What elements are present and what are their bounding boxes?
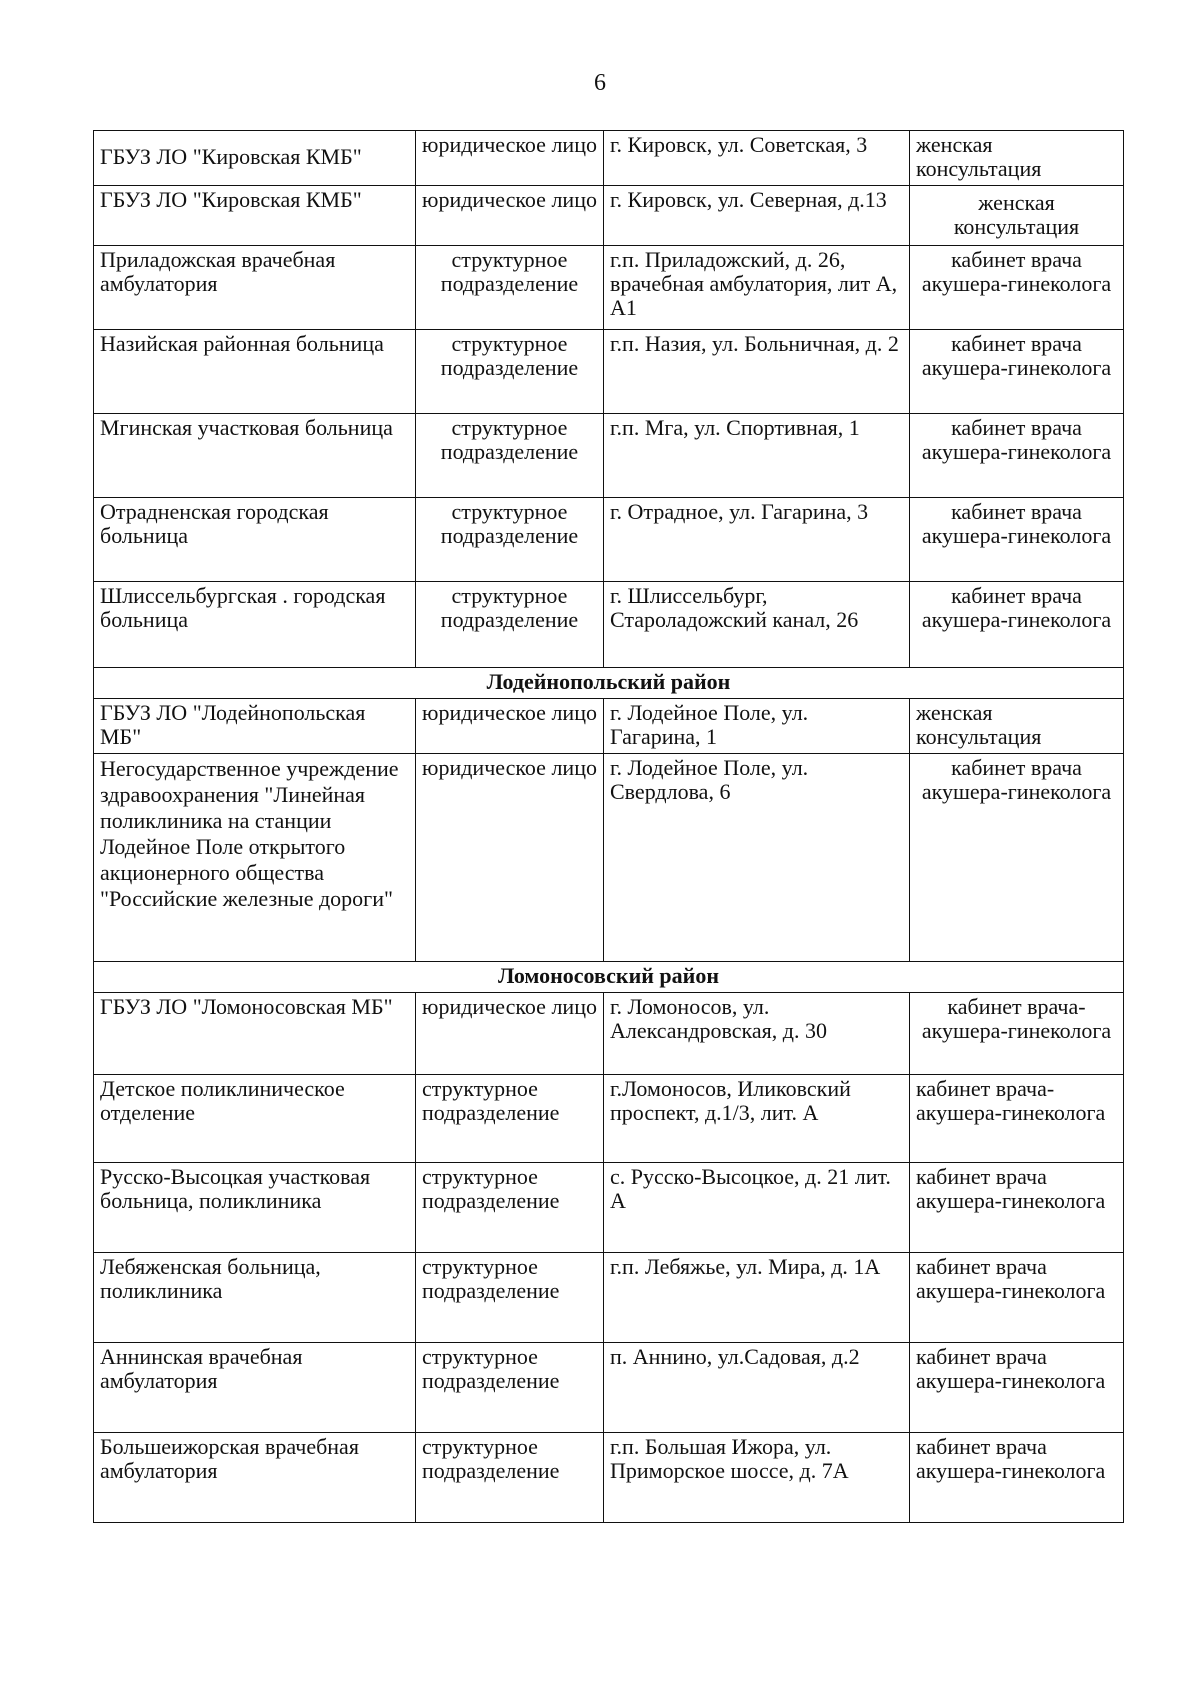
district-heading: Лодейнопольский район <box>94 668 1124 699</box>
facility-name: Мгинская участковая больница <box>94 414 416 498</box>
facility-address: г. Шлиссельбург, Староладожский канал, 26 <box>604 582 910 668</box>
legal-status: юридическое лицо <box>416 131 604 186</box>
service-type: кабинет врача акушера-гинеколога <box>910 1253 1124 1343</box>
service-type: женская консультация <box>910 186 1124 246</box>
facility-name: Отрадненская городская больница <box>94 498 416 582</box>
section-heading-row <box>94 962 1124 993</box>
service-type: кабинет врача акушера-гинеколога <box>910 330 1124 414</box>
table-row <box>94 1163 1124 1253</box>
legal-status: структурное подразделение <box>416 1433 604 1523</box>
table-row <box>94 330 1124 414</box>
legal-status: юридическое лицо <box>416 993 604 1075</box>
facility-name: Назийская районная больница <box>94 330 416 414</box>
legal-status: структурное подразделение <box>416 1343 604 1433</box>
facility-name: Лебяженская больница, поликлиника <box>94 1253 416 1343</box>
district-heading: Ломоносовский район <box>94 962 1124 993</box>
facility-address: г.п. Назия, ул. Больничная, д. 2 <box>604 330 910 414</box>
legal-status: структурное подразделение <box>416 246 604 330</box>
facility-name: ГБУЗ ЛО "Ломоносовская МБ" <box>94 993 416 1075</box>
table-row <box>94 699 1124 754</box>
facility-address: г.п. Приладожский, д. 26, врачебная амбулатория, лит А, А1 <box>604 246 910 330</box>
facility-address: г.Ломоносов, Иликовский проспект, д.1/3, лит. А <box>604 1075 910 1163</box>
page-number: 6 <box>594 70 606 96</box>
facility-address: г.п. Мга, ул. Спортивная, 1 <box>604 414 910 498</box>
section-heading-row <box>94 668 1124 699</box>
legal-status: структурное подразделение <box>416 1253 604 1343</box>
table-row <box>94 993 1124 1075</box>
table-row <box>94 754 1124 962</box>
service-type: кабинет врача-акушера-гинеколога <box>910 993 1124 1075</box>
service-type: кабинет врача акушера-гинеколога <box>910 1343 1124 1433</box>
facility-address: с. Русско-Высоцкое, д. 21 лит. А <box>604 1163 910 1253</box>
facility-name: Детское поликлиническое отделение <box>94 1075 416 1163</box>
facility-address: г. Ломоносов, ул. Александровская, д. 30 <box>604 993 910 1075</box>
table-row <box>94 246 1124 330</box>
facility-address: г.п. Лебяжье, ул. Мира, д. 1А <box>604 1253 910 1343</box>
service-type: кабинет врача акушера-гинеколога <box>910 582 1124 668</box>
facility-address: п. Аннино, ул.Садовая, д.2 <box>604 1343 910 1433</box>
legal-status: структурное подразделение <box>416 1075 604 1163</box>
service-type: кабинет врача акушера-гинеколога <box>910 498 1124 582</box>
legal-status: структурное подразделение <box>416 582 604 668</box>
legal-status: структурное подразделение <box>416 414 604 498</box>
facility-address: г. Кировск, ул. Советская, 3 <box>604 131 910 186</box>
facility-name: Приладожская врачебная амбулатория <box>94 246 416 330</box>
facility-name: ГБУЗ ЛО "Кировская КМБ" <box>94 186 416 246</box>
facility-name: ГБУЗ ЛО "Кировская КМБ" <box>94 131 416 186</box>
service-type: кабинет врача акушера-гинеколога <box>910 246 1124 330</box>
table-row <box>94 1075 1124 1163</box>
service-type: кабинет врача акушера-гинеколога <box>910 414 1124 498</box>
service-type: кабинет врача акушера-гинеколога <box>910 754 1124 962</box>
facility-address: г. Кировск, ул. Северная, д.13 <box>604 186 910 246</box>
table-row <box>94 1253 1124 1343</box>
legal-status: структурное подразделение <box>416 498 604 582</box>
legal-status: структурное подразделение <box>416 1163 604 1253</box>
legal-status: юридическое лицо <box>416 754 604 962</box>
facility-name: Негосударственное учреждение здравоохранения "Линейная поликлиника на станции Лодейное Поле открытого акционерного общества "Российские железные дороги" <box>94 754 416 962</box>
facilities-table <box>93 130 1124 1523</box>
table-row <box>94 582 1124 668</box>
facility-address: г. Лодейное Поле, ул. Гагарина, 1 <box>604 699 910 754</box>
facility-name: Большеижорская врачебная амбулатория <box>94 1433 416 1523</box>
service-type: кабинет врача акушера-гинеколога <box>910 1163 1124 1253</box>
service-type: кабинет врача акушера-гинеколога <box>910 1433 1124 1523</box>
table-row <box>94 414 1124 498</box>
legal-status: структурное подразделение <box>416 330 604 414</box>
legal-status: юридическое лицо <box>416 699 604 754</box>
service-type: кабинет врача-акушера-гинеколога <box>910 1075 1124 1163</box>
facility-address: г. Отрадное, ул. Гагарина, 3 <box>604 498 910 582</box>
legal-status: юридическое лицо <box>416 186 604 246</box>
table-row <box>94 1343 1124 1433</box>
table-row <box>94 1433 1124 1523</box>
facility-address: г. Лодейное Поле, ул. Свердлова, 6 <box>604 754 910 962</box>
table-row <box>94 186 1124 246</box>
table-row <box>94 498 1124 582</box>
facility-address: г.п. Большая Ижора, ул. Приморское шоссе, д. 7А <box>604 1433 910 1523</box>
table-row <box>94 131 1124 186</box>
facility-name: Аннинская врачебная амбулатория <box>94 1343 416 1433</box>
service-type: женская консультация <box>910 699 1124 754</box>
facility-name: Шлиссельбургская . городская больница <box>94 582 416 668</box>
facility-name: Русско-Высоцкая участковая больница, поликлиника <box>94 1163 416 1253</box>
service-type: женская консультация <box>910 131 1124 186</box>
facility-name: ГБУЗ ЛО "Лодейнопольская МБ" <box>94 699 416 754</box>
